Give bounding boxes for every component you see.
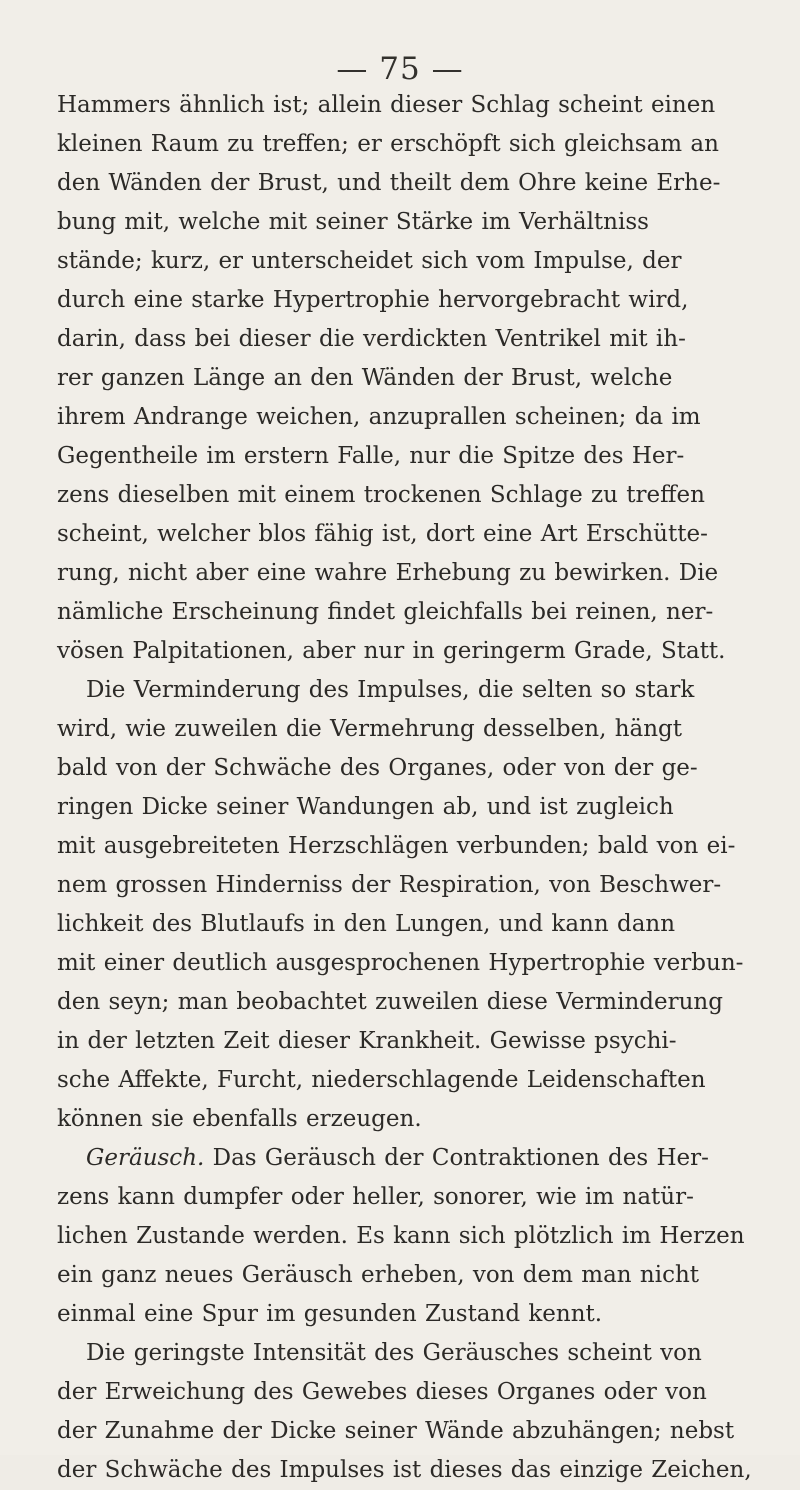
text-line: bald von der Schwäche des Organes, oder von der ge- [57,755,698,781]
text-line: ringen Dicke seiner Wandungen ab, und ist zugleich [57,794,674,820]
text-line: kleinen Raum zu treffen; er erschöpft sich gleichsam an [57,131,719,157]
text-line: Die Verminderung des Impulses, die selten so stark [86,677,695,703]
paragraph-2 [57,671,744,1139]
text-line: scheint, welcher blos fähig ist, dort eine Art Erschütte- [57,521,708,547]
page-number: — 75 — [336,51,464,87]
text-line: bung mit, welche mit seiner Stärke im Verhältniss [57,209,649,235]
text-line: mit ausgebreiteten Herzschlägen verbunden; bald von ei- [57,833,736,859]
text-line: Gegentheile im erstern Falle, nur die Spitze des Her- [57,443,685,469]
text-line: in der letzten Zeit dieser Krankheit. Gewisse psychi- [57,1028,677,1054]
text-line: zens kann dumpfer oder heller, sonorer, wie im natür- [57,1184,694,1210]
text-line: rer ganzen Länge an den Wänden der Brust, welche [57,365,673,391]
text-line: stände; kurz, er unterscheidet sich vom Impulse, der [57,248,682,274]
text-line: zens dieselben mit einem trockenen Schlage zu treffen [57,482,705,508]
text-line [57,1139,737,1178]
text-line: ein ganz neues Geräusch erheben, von dem man nicht [57,1262,700,1288]
text-line: den Wänden der Brust, und theilt dem Ohre keine Erhe- [57,170,721,196]
section-lead: Geräusch. [86,1145,205,1171]
text-line: einmal eine Spur im gesunden Zustand kennt. [57,1301,603,1327]
text-line: lichkeit des Blutlaufs in den Lungen, und kann dann [57,911,676,937]
text-line: der Zunahme der Dicke seiner Wände abzuhängen; nebst [57,1418,735,1444]
text-line: durch eine starke Hypertrophie hervorgebracht wird, [57,287,689,313]
body-text [57,86,752,1490]
text-line: wird, wie zuweilen die Vermehrung desselben, hängt [57,716,683,742]
paragraph-4 [57,1334,752,1490]
text-line: Die geringste Intensität des Geräusches scheint von [86,1340,702,1366]
text-line: lichen Zustande werden. Es kann sich plötzlich im Herzen [57,1223,745,1249]
text-line: darin, dass bei dieser die verdickten Ventrikel mit ih- [57,326,686,352]
text-line: können sie ebenfalls erzeugen. [57,1106,422,1132]
text-line: nem grossen Hinderniss der Respiration, von Beschwer- [57,872,722,898]
text-line: der Schwäche des Impulses ist dieses das einzige Zeichen, [57,1457,752,1483]
section-lead-rest: Das Geräusch der Contraktionen des Her- [204,1145,709,1171]
paragraph-3 [57,1139,745,1334]
text-line: den seyn; man beobachtet zuweilen diese Verminderung [57,989,723,1015]
text-line: mit einer deutlich ausgesprochenen Hypertrophie verbun- [57,950,744,976]
paragraph-1 [57,86,737,671]
text-line: ihrem Andrange weichen, anzuprallen scheinen; da im [57,404,701,430]
text-line: vösen Palpitationen, aber nur in geringerm Grade, Statt. [57,638,726,664]
text-line: rung, nicht aber eine wahre Erhebung zu bewirken. Die [57,560,719,586]
text-line: der Erweichung des Gewebes dieses Organes oder von [57,1379,707,1405]
text-line: Hammers ähnlich ist; allein dieser Schlag scheint einen [57,92,716,118]
text-line: nämliche Erscheinung findet gleichfalls bei reinen, ner- [57,599,714,625]
text-line: sche Affekte, Furcht, niederschlagende Leidenschaften [57,1067,706,1093]
